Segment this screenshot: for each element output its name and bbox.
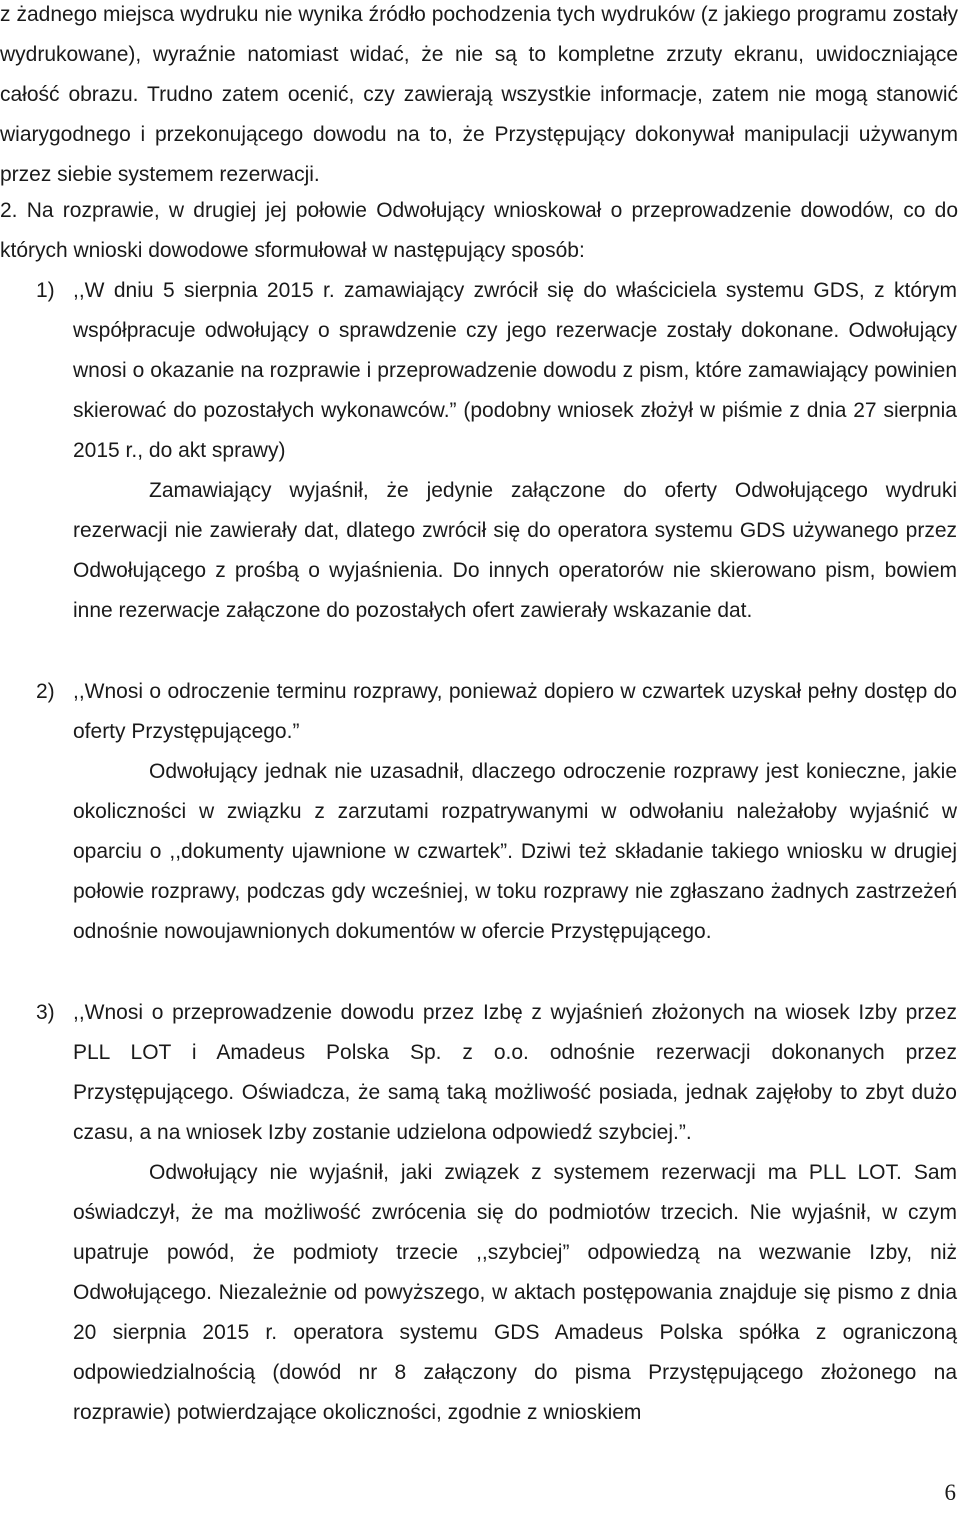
list-item-text: ,,Wnosi o przeprowadzenie dowodu przez Izbę z wyjaśnień złożonych na wiosek Izby przez PLL LOT i Amadeus Polska Sp. z o.o. odnośnie rezerwacji dokonanych przez Przystępującego. Oświadcza, że samą taką możliwość posiada, jednak zajęłoby to zbyt dużo czasu, a na wniosek Izby zostanie udzielona odpowiedź szybciej.”.	[73, 1001, 957, 1144]
list-item-response: Zamawiający wyjaśnił, że jedynie załączone do oferty Odwołującego wydruki rezerwacji nie zawierały dat, dlatego zwrócił się do operatora systemu GDS używanego przez Odwołującego z prośbą o wyjaśnienia. Do innych operatorów nie skierowano pism, bowiem inne rezerwacje załączone do pozostałych ofert zawierały wskazanie dat.	[73, 479, 957, 622]
intro-paragraph: z żadnego miejsca wydruku nie wynika źródło pochodzenia tych wydruków (z jakiego programu zostały wydrukowane), wyraźnie natomiast widać, że nie są to kompletne zrzuty ekranu, uwidoczniające całość obrazu. Trudno zatem ocenić, czy zawierają wszystkie informacje, zatem nie mogą stanowić wiarygodnego i przekonującego dowodu na to, że Przystępujący dokonywał manipulacji używanym przez siebie systemem rezerwacji.	[0, 3, 958, 186]
list-item-text: ,,Wnosi o odroczenie terminu rozprawy, ponieważ dopiero w czwartek uzyskał pełny dostęp do oferty Przystępującego.”	[73, 680, 957, 743]
intro-point-2: 2. Na rozprawie, w drugiej jej połowie Odwołujący wnioskował o przeprowadzenie dowodów, co do których wnioski dowodowe sformułował w następujący sposób:	[0, 199, 958, 262]
list-item-number: 2)	[36, 680, 55, 703]
page-number: 6	[944, 1480, 956, 1505]
list-item-response: Odwołujący jednak nie uzasadnił, dlaczego odroczenie rozprawy jest konieczne, jakie okoliczności w związku z zarzutami rozpatrywanymi w odwołaniu należałoby wyjaśnić w oparciu o ,,dokumenty ujawnione w czwartek”. Dziwi też składanie takiego wniosku w drugiej połowie rozprawy, podczas gdy wcześniej, w toku rozprawy nie zgłaszano żadnych zastrzeżeń odnośnie nowoujawnionych dokumentów w ofercie Przystępującego.	[73, 760, 957, 943]
list-item-number: 1)	[36, 279, 55, 302]
list-item-text: ,,W dniu 5 sierpnia 2015 r. zamawiający zwrócił się do właściciela systemu GDS, z którym współpracuje odwołujący o sprawdzenie czy jego rezerwacje zostały dokonane. Odwołujący wnosi o okazanie na rozprawie i przeprowadzenie dowodu z pism, które zamawiający powinien skierować do pozostałych wykonawców.” (podobny wniosek złożył w piśmie z dnia 27 sierpnia 2015 r., do akt sprawy)	[73, 279, 957, 462]
list-item-response: Odwołujący nie wyjaśnił, jaki związek z systemem rezerwacji ma PLL LOT. Sam oświadczył, że ma możliwość zwrócenia się do podmiotów trzecich. Nie wyjaśnił, w czym upatruje powód, że podmioty trzecie ,,szybciej” odpowiedzą na wezwanie Izby, niż Odwołującego. Niezależnie od powyższego, w aktach postępowania znajduje się pismo z dnia 20 sierpnia 2015 r. operatora systemu GDS Amadeus Polska spółka z ograniczoną odpowiedzialnością (dowód nr 8 załączony do pisma Przystępującego złożonego na rozprawie) potwierdzające okoliczności, zgodnie z wnioskiem	[73, 1161, 957, 1424]
list-item-number: 3)	[36, 1001, 55, 1024]
